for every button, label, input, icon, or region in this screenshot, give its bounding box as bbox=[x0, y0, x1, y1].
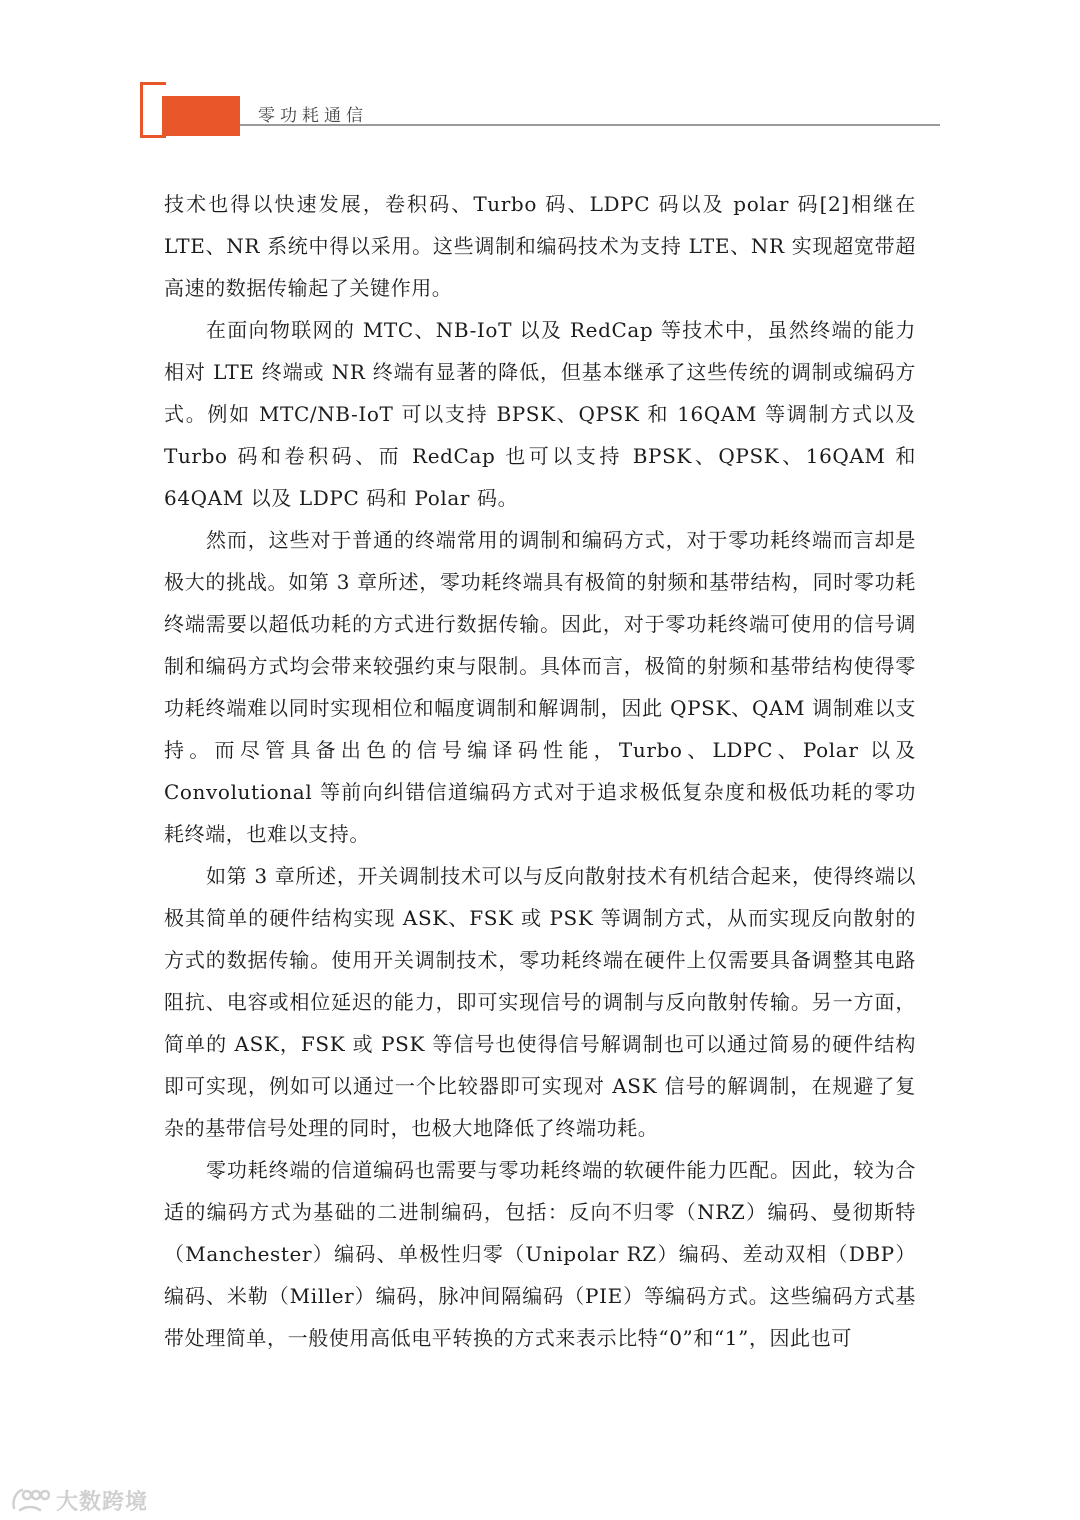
paragraph: 然而，这些对于普通的终端常用的调制和编码方式，对于零功耗终端而言却是极大的挑战。如第 3 章所述，零功耗终端具有极简的射频和基带结构，同时零功耗终端需要以超低功耗的方式进行数据传输。因此，对于零功耗终端可使用的信号调制和编码方式均会带来较强约束与限制。具体而言，极简的射频和基带结构使得零功耗终端难以同时实现相位和幅度调制和解调制，因此 QPSK、QAM 调制难以支持。而尽管具备出色的信号编译码性能，Turbo、LDPC、Polar 以及 Convolutional 等前向纠错信道编码方式对于追求极低复杂度和极低功耗的零功耗终端，也难以支持。 bbox=[164, 528, 916, 846]
header-accent-block bbox=[162, 96, 240, 136]
wechat-channel-logo-icon bbox=[10, 1486, 50, 1514]
watermark bbox=[10, 1484, 148, 1516]
page-body bbox=[164, 183, 916, 1359]
paragraph-continuation: 技术也得以快速发展，卷积码、Turbo 码、LDPC 码以及 polar 码[2]相继在 LTE、NR 系统中得以采用。这些调制和编码技术为支持 LTE、NR 实现超宽带超高速的数据传输起了关键作用。 bbox=[164, 192, 916, 300]
paragraph: 如第 3 章所述，开关调制技术可以与反向散射技术有机结合起来，使得终端以极其简单的硬件结构实现 ASK、FSK 或 PSK 等调制方式，从而实现反向散射的方式的数据传输。使用开关调制技术，零功耗终端在硬件上仅需要具备调整其电路阻抗、电容或相位延迟的能力，即可实现信号的调制与反向散射传输。另一方面，简单的 ASK，FSK 或 PSK 等信号也使得信号解调制也可以通过简易的硬件结构即可实现，例如可以通过一个比较器即可实现对 ASK 信号的解调制，在规避了复杂的基带信号处理的同时，也极大地降低了终端功耗。 bbox=[164, 864, 916, 1140]
running-header-title: 零功耗通信 bbox=[258, 106, 368, 126]
paragraph: 在面向物联网的 MTC、NB-IoT 以及 RedCap 等技术中，虽然终端的能力相对 LTE 终端或 NR 终端有显著的降低，但基本继承了这些传统的调制或编码方式。例如 MTC/NB-IoT 可以支持 BPSK、QPSK 和 16QAM 等调制方式以及 Turbo 码和卷积码、而 RedCap 也可以支持 BPSK、QPSK、16QAM 和 64QAM 以及 LDPC 码和 Polar 码。 bbox=[164, 318, 916, 510]
watermark-text: 大数跨境 bbox=[56, 1489, 149, 1515]
paragraph: 零功耗终端的信道编码也需要与零功耗终端的软硬件能力匹配。因此，较为合适的编码方式为基础的二进制编码，包括：反向不归零（NRZ）编码、曼彻斯特（Manchester）编码、单极性归零（Unipolar RZ）编码、差动双相（DBP）编码、米勒（Miller）编码，脉冲间隔编码（PIE）等编码方式。这些编码方式基带处理简单，一般使用高低电平转换的方式来表示比特“0”和“1”，因此也可 bbox=[164, 1158, 916, 1350]
